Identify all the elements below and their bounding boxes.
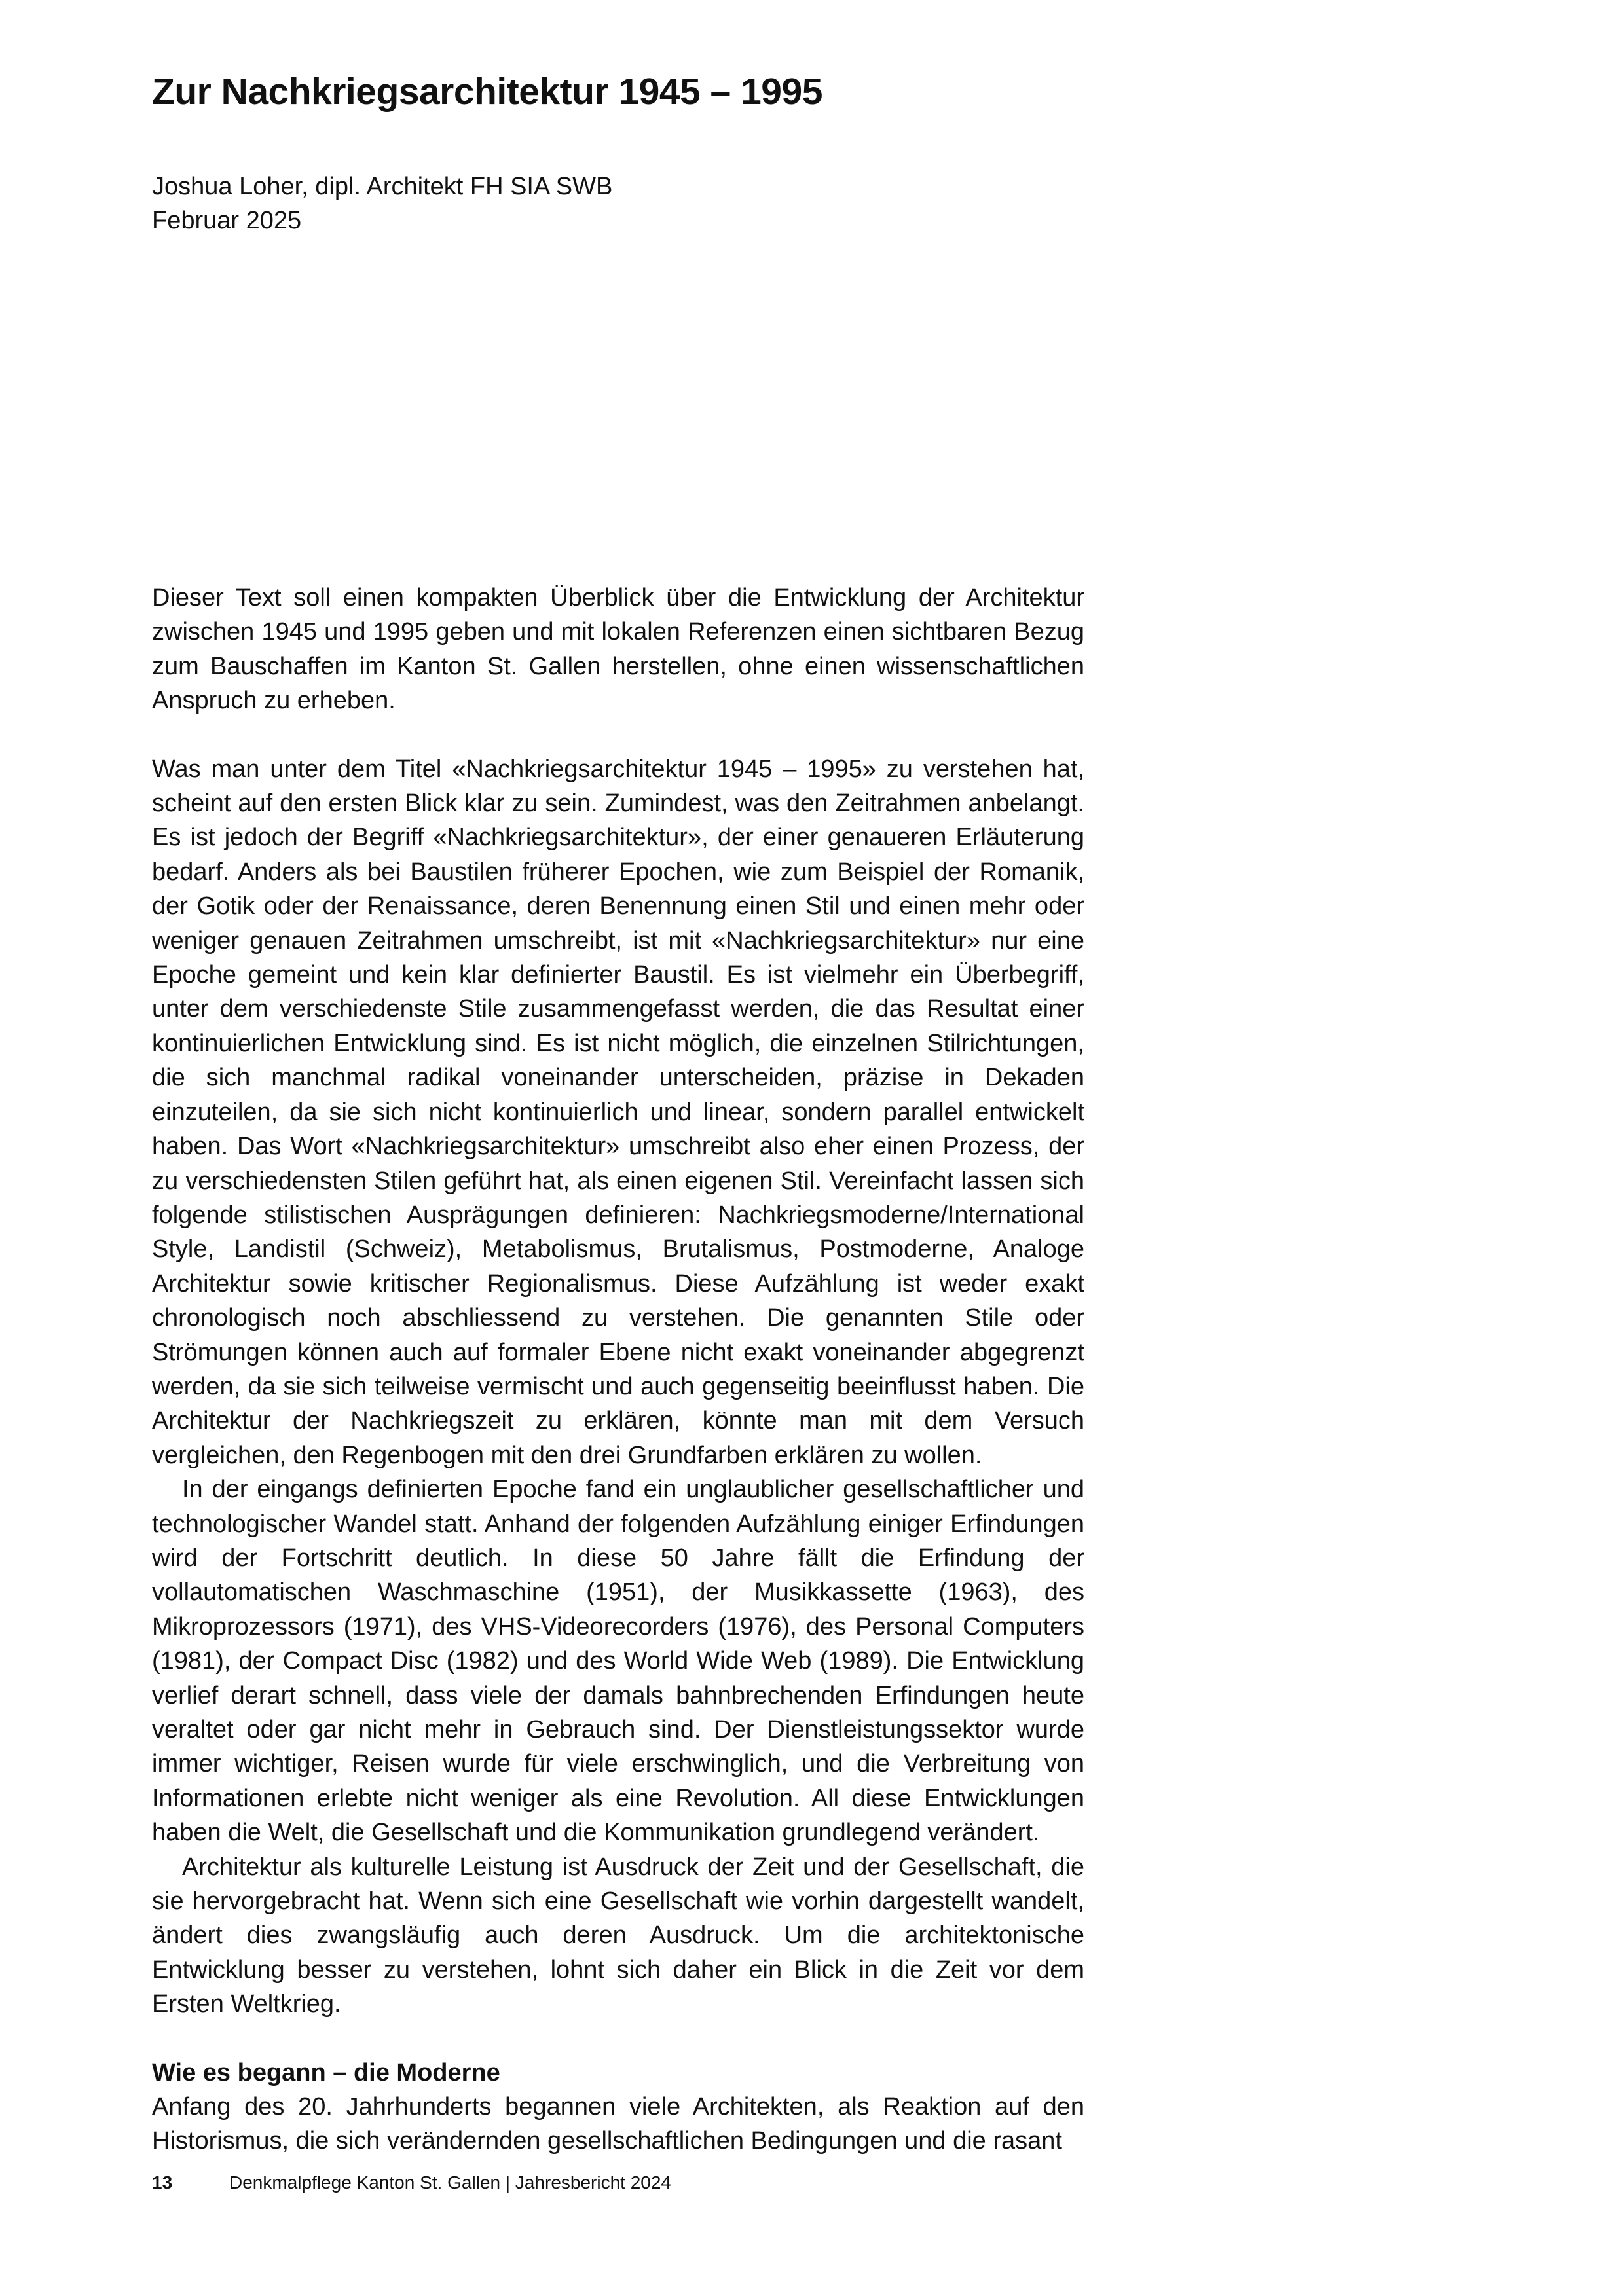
author-block (152, 170, 1069, 238)
body-paragraph-2: In der eingangs definierten Epoche fand ein unglaublicher gesellschaftlicher und technologischer Wandel statt. Anhand der folgenden Aufzählung einiger Erfindungen wird der Fortschritt deutlich. In diese 50 Jahre fällt die Erfindung der vollautomatischen Waschmaschine (1951), der Musikkassette (1963), des Mikroprozessors (1971), des VHS-Videorecorders (1976), des Personal Computers (1981), der Compact Disc (1982) und des World Wide Web (1989). Die Entwicklung verlief derart schnell, dass viele der damals bahnbrechenden Erfindungen heute veraltet oder gar nicht mehr in Gebrauch sind. Der Dienstleistungssektor wurde immer wichtiger, Reisen wurde für viele erschwinglich, und die Verbreitung von Informationen erlebte nicht weniger als eine Revolution. All diese Entwicklungen haben die Welt, die Gesellschaft und die Kommunikation grundlegend verändert. (152, 1476, 1084, 1847)
page-footer (152, 2170, 1069, 2196)
author-line: Joshua Loher, dipl. Architekt FH SIA SWB (152, 173, 613, 200)
page-number: 13 (152, 2172, 173, 2193)
intro-paragraph: Dieser Text soll einen kompakten Überblick über die Entwicklung der Architektur zwischen 1945 und 1995 geben und mit lokalen Referenzen einen sichtbaren Bezug zum Bauschaffen im Kanton St. Gallen herstellen, ohne einen wissenschaftlichen Anspruch zu erheben. (152, 584, 1084, 715)
body-paragraph-3: Architektur als kulturelle Leistung ist Ausdruck der Zeit und der Gesellschaft, die sie hervorgebracht hat. Wenn sich eine Gesellschaft wie vorhin dargestellt wandelt, ändert dies zwangsläufig auch deren Ausdruck. Um die architektonische Entwicklung besser zu verstehen, lohnt sich daher ein Blick in die Zeit vor dem Ersten Weltkrieg. (152, 1853, 1084, 2018)
article-body (152, 581, 1084, 2159)
publication-name: Denkmalpflege Kanton St. Gallen | Jahresbericht 2024 (229, 2172, 672, 2193)
page-title: Zur Nachkriegsarchitektur 1945 – 1995 (152, 71, 822, 113)
body-paragraph-1: Was man unter dem Titel «Nachkriegsarchitektur 1945 – 1995» zu verstehen hat, scheint auf den ersten Blick klar zu sein. Zumindest, was den Zeitrahmen anbelangt. Es ist jedoch der Begriff «Nachkriegsarchitektur», der einer genaueren Erläuterung bedarf. Anders als bei Baustilen früherer Epochen, wie zum Beispiel der Romanik, der Gotik oder der Renaissance, deren Benennung einen Stil und einen mehr oder weniger genauen Zeitrahmen umschreibt, ist mit «Nachkriegsarchitektur» nur eine Epoche gemeint und kein klar definierter Baustil. Es ist vielmehr ein Überbegriff, unter dem verschiedenste Stile zusammengefasst werden, die das Resultat einer kontinuierlichen Entwicklung sind. Es ist nicht möglich, die einzelnen Stilrichtungen, die sich manchmal radikal voneinander unterscheiden, präzise in Dekaden einzuteilen, da sie sich nicht kontinuierlich und linear, sondern parallel entwickelt haben. Das Wort «Nachkriegsarchitektur» umschreibt also eher einen Prozess, der zu verschiedensten Stilen geführt hat, als einen eigenen Stil. Vereinfacht lassen sich folgende stilistischen Ausprägungen definieren: Nachkriegsmoderne/International Style, Landistil (Schweiz), Metabolismus, Brutalismus, Postmoderne, Analoge Architektur sowie kritischer Regionalismus. Diese Aufzählung ist weder exakt chronologisch noch abschliessend zu verstehen. Die genannten Stile oder Strömungen können auch auf formaler Ebene nicht exakt voneinander abgegrenzt werden, da sie sich teilweise vermischt und auch gegenseitig beeinflusst haben. Die Architektur der Nachkriegszeit zu erklären, könnte man mit dem Versuch vergleichen, den Regenbogen mit den drei Grundfarben erklären zu wollen. (152, 755, 1084, 1469)
section-heading: Wie es begann – die Moderne (152, 2058, 500, 2086)
section-paragraph: Anfang des 20. Jahrhunderts begannen viele Architekten, als Reaktion auf den Historismus, die sich verändernden gesellschaftlichen Bedingungen und die rasant (152, 2093, 1084, 2155)
date-line: Februar 2025 (152, 207, 302, 234)
